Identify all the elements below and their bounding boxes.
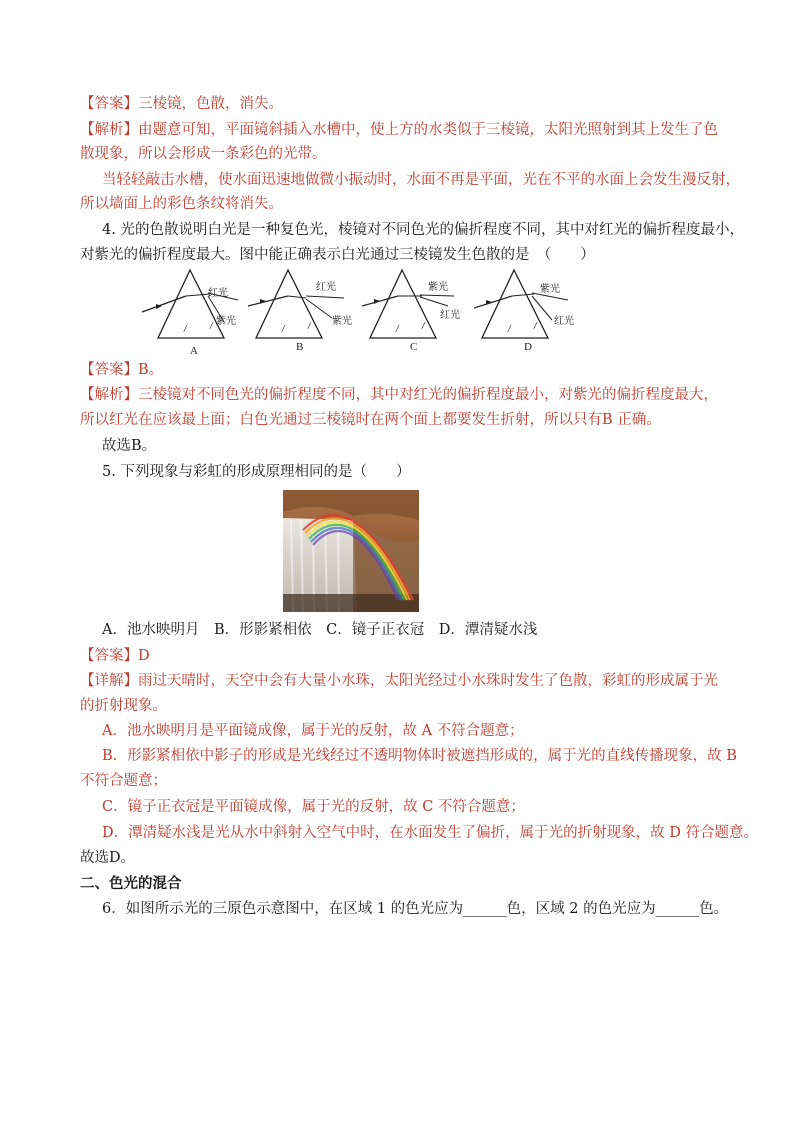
svg-text:/: /: [210, 321, 213, 330]
q5-option-b-explain-line1: B．形影紧相依中影子的形成是光线经过不透明物体时被遮挡形成的，属于光的直线传播现象，故 B: [102, 748, 737, 764]
svg-text:/: /: [282, 324, 285, 333]
q4-stem-line1: 4. 光的色散说明白光是一种复色光，棱镜对不同色光的偏折程度不同，其中对红光的偏折程度最小，: [102, 222, 744, 238]
fig-a-upper-label: 红光: [208, 288, 228, 299]
fig-d-letter: D: [524, 341, 532, 353]
fig-b-letter: B: [296, 341, 304, 353]
section-heading: 二、色光的混合: [80, 875, 182, 892]
fig-d-lower-label: 红光: [554, 316, 574, 327]
q5-option-c-explain: C．镜子正衣冠是平面镜成像，属于光的反射，故 C 不符合题意；: [102, 799, 525, 815]
q4-answer: 【答案】B。: [80, 362, 164, 378]
q3-analysis-line4: 所以墙面上的彩色条纹将消失。: [80, 196, 283, 212]
fig-b-lower-label: 紫光: [332, 316, 352, 327]
fig-c-lower-label: 红光: [440, 310, 460, 321]
fig-c-letter: C: [410, 341, 418, 353]
prism-figure-b: [248, 266, 358, 358]
rainbow-waterfall-photo: [283, 490, 419, 612]
q4-conclusion: 故选B。: [102, 438, 157, 454]
svg-text:/: /: [508, 324, 511, 333]
q3-analysis-line1: 【解析】由题意可知，平面镜斜插入水槽中，使上方的水类似于三棱镜，太阳光照射到其上发生了色: [80, 122, 718, 138]
svg-text:/: /: [422, 321, 425, 330]
fig-a-lower-label: 紫光: [216, 316, 236, 327]
q6-stem: 6．如图所示光的三原色示意图中，在区域 1 的色光应为______色，区域 2 的色光应为______色。: [102, 901, 729, 917]
q5-options: A．池水映明月 B．形影紧相依 C．镜子正衣冠 D．潭清疑水浅: [102, 622, 538, 638]
svg-text:/: /: [184, 324, 187, 333]
q5-option-b-explain-line2: 不符合题意；: [80, 773, 167, 789]
fig-c-upper-label: 紫光: [428, 282, 448, 293]
q3-analysis-line2: 散现象，所以会形成一条彩色的光带。: [80, 146, 327, 162]
fig-b-upper-label: 红光: [316, 282, 336, 293]
q5-stem: 5. 下列现象与彩虹的形成原理相同的是（ ）: [102, 464, 411, 480]
prism-figure-d: [474, 266, 584, 358]
svg-text:/: /: [534, 321, 537, 330]
svg-text:/: /: [396, 324, 399, 333]
q3-analysis-line3: 当轻轻敲击水槽，使水面迅速地做微小振动时，水面不再是平面，光在不平的水面上会发生漫反射，: [102, 172, 740, 188]
q5-detail-line2: 的折射现象。: [80, 698, 167, 714]
prism-figure-a: [138, 266, 248, 358]
q5-detail-line1: 【详解】雨过天晴时，天空中会有大量小水珠，太阳光经过小水珠时发生了色散，彩虹的形成属于光: [80, 673, 718, 689]
q4-analysis-line2: 所以红光在应该最上面；白色光通过三棱镜时在两个面上都要发生折射，所以只有B 正确。: [80, 412, 661, 428]
q3-answer: 【答案】三棱镜，色散，消失。: [80, 96, 283, 112]
q5-answer: 【答案】D: [80, 648, 150, 664]
q5-conclusion: 故选D。: [80, 850, 136, 866]
prism-figure-c: [362, 266, 472, 358]
q4-stem-line2: 对紫光的偏折程度最大。图中能正确表示白光通过三棱镜发生色散的是 （ ）: [80, 247, 595, 263]
q5-option-d-explain: D．潭清疑水浅是光从水中斜射入空气中时，在水面发生了偏折，属于光的折射现象，故 D 符合题意。: [102, 825, 758, 841]
q5-option-a-explain: A．池水映明月是平面镜成像，属于光的反射，故 A 不符合题意；: [102, 723, 524, 739]
svg-text:/: /: [308, 321, 311, 330]
q4-analysis-line1: 【解析】三棱镜对不同色光的偏折程度不同，其中对红光的偏折程度最小，对紫光的偏折程度最大，: [80, 387, 718, 403]
fig-a-letter: A: [190, 345, 198, 357]
fig-d-upper-label: 紫光: [540, 284, 560, 295]
